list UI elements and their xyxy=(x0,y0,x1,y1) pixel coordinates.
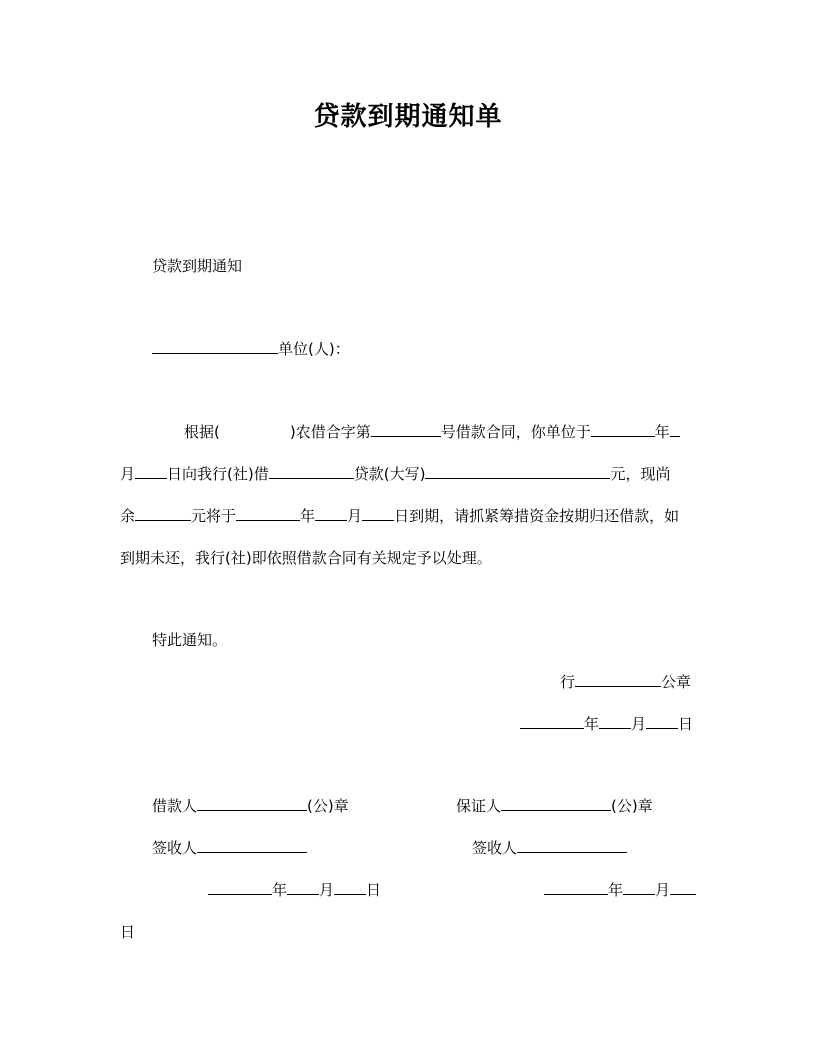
month-label: 月 xyxy=(655,881,671,899)
day-blank xyxy=(670,880,696,895)
borrower-line xyxy=(152,796,349,816)
month-blank-start xyxy=(670,422,680,437)
para-line-2 xyxy=(120,464,670,484)
borrower-label: 借款人 xyxy=(152,797,198,815)
borrower-seal-label: (公)章 xyxy=(307,797,349,815)
month-blank xyxy=(287,880,319,895)
notice-heading: 贷款到期通知 xyxy=(152,257,243,275)
receiver-blank xyxy=(517,838,627,853)
amount-capital-blank xyxy=(425,464,610,479)
receiver-date-left xyxy=(208,880,381,900)
para-text: 年 xyxy=(300,507,316,525)
year-label: 年 xyxy=(608,881,624,899)
day-label-wrapped: 日 xyxy=(120,923,136,941)
year-label: 年 xyxy=(584,715,600,733)
para-line-1 xyxy=(184,422,680,442)
guarantor-seal-label: (公)章 xyxy=(611,797,653,815)
day-blank xyxy=(334,880,366,895)
para-text: 号借款合同，你单位于 xyxy=(440,423,591,441)
day-label: 日 xyxy=(366,881,382,899)
guarantor-blank xyxy=(501,796,611,811)
para-text: 根据( xyxy=(184,423,220,441)
para-line-4: 到期未还，我行(社)即依照借款合同有关规定予以处理。 xyxy=(120,549,492,567)
day-label: 日 xyxy=(678,715,694,733)
receiver-date-right xyxy=(544,880,696,900)
receiver-line-left xyxy=(152,838,307,858)
year-blank xyxy=(544,880,608,895)
receiver-label: 签收人 xyxy=(152,839,198,857)
para-text: 余 xyxy=(120,507,136,525)
remaining-amount-blank xyxy=(135,506,191,521)
year-blank xyxy=(591,422,655,437)
year-blank xyxy=(520,714,584,729)
addressee-line xyxy=(152,339,350,359)
bank-name-blank xyxy=(575,672,661,687)
para-text: 日到期，请抓紧筹措资金按期归还借款，如 xyxy=(394,507,680,525)
para-text: 月 xyxy=(120,465,136,483)
year-blank xyxy=(208,880,272,895)
receiver-blank xyxy=(197,838,307,853)
closing-text: 特此通知。 xyxy=(152,631,228,649)
bank-date-line xyxy=(520,714,693,734)
addressee-suffix: 单位(人)： xyxy=(278,340,350,358)
bank-seal-label: 公章 xyxy=(661,673,692,691)
borrower-blank xyxy=(197,796,307,811)
due-year-blank xyxy=(236,506,300,521)
para-text: )农借合字第 xyxy=(289,423,371,441)
month-blank xyxy=(599,714,631,729)
receiver-label: 签收人 xyxy=(472,839,518,857)
bank-seal-line xyxy=(560,672,691,692)
due-month-blank xyxy=(315,506,347,521)
para-text: 元将于 xyxy=(191,507,237,525)
day-blank xyxy=(646,714,678,729)
month-label: 月 xyxy=(631,715,647,733)
due-day-blank xyxy=(362,506,394,521)
para-text: 元，现尚 xyxy=(610,465,671,483)
para-line-3 xyxy=(120,506,679,526)
para-text: 贷款(大写) xyxy=(353,465,426,483)
document-title: 贷款到期通知单 xyxy=(313,102,503,132)
addressee-blank xyxy=(152,339,278,354)
guarantor-line xyxy=(456,796,653,816)
guarantor-label: 保证人 xyxy=(456,797,502,815)
para-text: 月 xyxy=(347,507,363,525)
month-label: 月 xyxy=(319,881,335,899)
contract-number-blank xyxy=(371,422,441,437)
year-label: 年 xyxy=(272,881,288,899)
month-blank-end xyxy=(135,464,167,479)
month-blank xyxy=(623,880,655,895)
receiver-line-right xyxy=(472,838,627,858)
loan-type-blank xyxy=(269,464,354,479)
para-text: 日向我行(社)借 xyxy=(167,465,269,483)
bank-prefix: 行 xyxy=(560,673,576,691)
para-text: 年 xyxy=(654,423,670,441)
